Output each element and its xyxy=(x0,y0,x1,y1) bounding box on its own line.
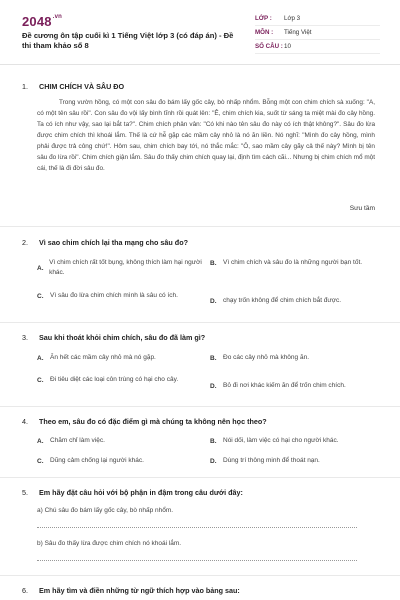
question-5-item-a: a) Chú sâu đo bám lấy gốc cây, bò nhấp nhổm. xyxy=(37,507,174,514)
question-6-heading: 6. Em hãy tìm và điền những từ ngữ thích hợp vào bảng sau: xyxy=(22,586,240,595)
document-title: Đề cương ôn tập cuối kì 1 Tiếng Việt lớp 3 (có đáp án) - Đề thi tham khảo số 8 xyxy=(22,31,234,50)
meta-row-subject: MÔN : Tiếng Việt xyxy=(255,26,380,40)
header xyxy=(0,0,400,65)
divider xyxy=(0,226,400,227)
source-credit: Sưu tầm xyxy=(349,205,375,212)
question-5-heading: 5. Em hãy đặt câu hỏi với bộ phận in đậm trong câu dưới đây: xyxy=(22,488,243,497)
option-a[interactable]: A. Vì chim chích rất tốt bụng, không thích làm hại người khác. xyxy=(37,259,202,276)
option-d[interactable]: D. Dùng trí thông minh để thoát nạn. xyxy=(210,457,320,465)
site-logo[interactable]: $2048^{.vn}$ xyxy=(22,14,63,29)
option-a[interactable]: A. Ăn hết các mầm cây nhỏ mà nó gặp. xyxy=(37,354,156,362)
meta-table xyxy=(255,12,380,54)
question-3-heading: 3. Sau khi thoát khỏi chim chích, sâu đo đã làm gì? xyxy=(22,333,206,342)
answer-line[interactable] xyxy=(37,527,357,528)
option-c[interactable]: C. Đi tiêu diệt các loại côn trùng có hại cho cây. xyxy=(37,376,179,384)
question-5-item-b: b) Sâu đo thấy lừa được chim chích nó khoái lắm. xyxy=(37,540,182,547)
option-b[interactable]: B. Đo các cây nhỏ mà không ăn. xyxy=(210,354,309,362)
option-d[interactable]: D. chạy trốn không để chim chích bắt được. xyxy=(210,297,342,305)
divider xyxy=(0,477,400,478)
question-1-heading: 1. CHIM CHÍCH VÀ SÂU ĐO xyxy=(22,82,125,91)
divider xyxy=(0,406,400,407)
divider xyxy=(0,575,400,576)
option-a[interactable]: A. Chăm chỉ làm việc. xyxy=(37,437,105,445)
option-b[interactable]: B. Vì chim chích và sâu đo là những người bạn tốt. xyxy=(210,259,363,267)
option-c[interactable]: C. Vì sâu đo lừa chim chích mình là sâu có ích. xyxy=(37,292,178,300)
answer-line[interactable] xyxy=(37,560,357,561)
option-c[interactable]: C. Dũng cảm chống lại người khác. xyxy=(37,457,144,465)
option-b[interactable]: B. Nói dối, làm việc có hại cho người khác. xyxy=(210,437,339,445)
question-4-heading: 4. Theo em, sâu đo có đặc điểm gì mà chúng ta không nên học theo? xyxy=(22,417,267,426)
divider xyxy=(0,322,400,323)
meta-row-grade: LỚP : Lớp 3 xyxy=(255,12,380,26)
question-2-heading: 2. Vì sao chim chích lại tha mạng cho sâu đo? xyxy=(22,238,188,247)
option-d[interactable]: D. Bỏ đi nơi khác kiếm ăn để trốn chim chích. xyxy=(210,382,346,390)
passage-title: CHIM CHÍCH VÀ SÂU ĐO xyxy=(39,82,125,91)
meta-row-count: SỐ CÂU : 10 xyxy=(255,40,380,54)
reading-passage: Trong vườn hồng, có một con sâu đo bám lấy gốc cây, bò nhấp nhổm. Bỗng một con chim chích sà xuống: "A, có một tên sâu rồi". Con sâu đo vội lấy bình tĩnh rồi quát lên: "Ê, chim chích kia, suốt từ sáng ta miệt mài đo cây hồng. Ta có ích như vậy, sao lại bắt ta?". Chim chích phân vân: "Có khi nào tên sâu đo này có ích thật không?". Sâu đo lừa được chim chích thì khoái lắm. Thế là cứ hễ gặp các mầm cây nhỏ là nó ăn liền. Nó nghĩ: "Mình đo cây hồng, mình phải được trả công chứ!". Hôm sau, chim chích bay tới, nó thắc mắc: "Ô, sao mầm cây gãy cả thế này? Mình bị tên sâu đo lừa rồi". Chim chích giận lắm. Sâu đo thấy chim chích quay lại, định tìm cách cãi... Nhưng bị chim chích mổ một cái, thế là đi đời sâu đo. xyxy=(37,99,375,172)
